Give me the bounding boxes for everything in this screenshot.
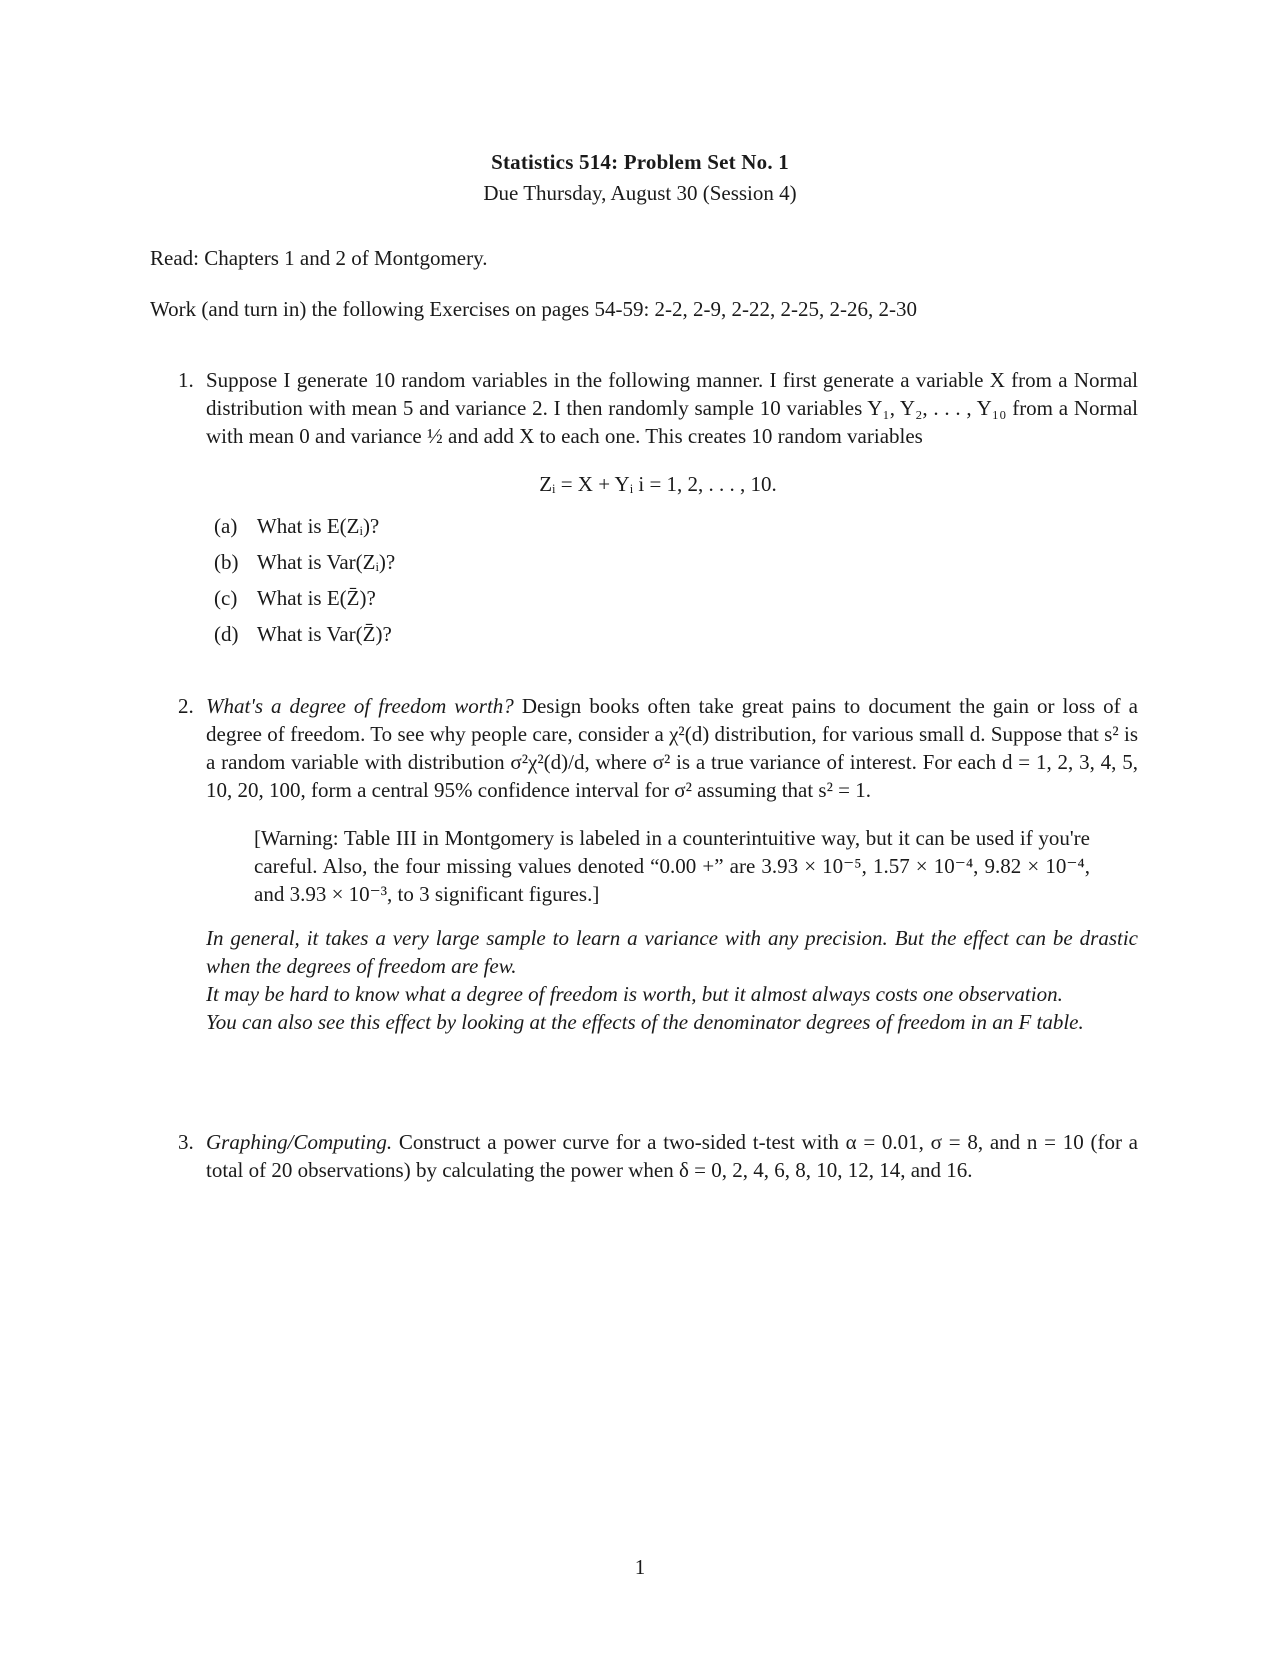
problem-1-text: Suppose I generate 10 random variables in the following manner. I first generate a variable X from a Normal distribution with mean 5 and variance 2. I then randomly sample 10 variables Y₁, Y₂, . . . , Y₁₀ from a Normal with mean 0 and variance ½ and add X to each one. This creates 10 random variables <box>206 368 1138 448</box>
problem-number: 2. <box>178 694 194 718</box>
due-date: Due Thursday, August 30 (Session 4) <box>483 181 797 205</box>
subquestion-text: What is E(Zᵢ)? <box>256 514 380 538</box>
page-number: 1 <box>634 1555 646 1579</box>
problem-number: 1. <box>178 368 194 392</box>
subquestion-b <box>214 548 1138 576</box>
problem-2-lead: What's a degree of freedom worth? <box>206 694 514 718</box>
italic-note-3: You can also see this effect by looking at the effects of the denominator degrees of freedom in an F table. <box>206 1010 1084 1034</box>
problem-2-body: Design books often take great pains to document the gain or loss of a degree of freedom. To see why people care, consider a χ²(d) distribution, for various small d. Suppose that s² is a random variable with distribution σ²χ²(d)/d, where σ² is a true variance of interest. For each d = 1, 2, 3, 4, 5, 10, 20, 100, form a central 95% confidence interval for σ² assuming that s² = 1. <box>206 694 1139 802</box>
subquestion-label: (b) <box>214 550 239 574</box>
subquestion-text: What is Var(Z̄)? <box>256 622 392 646</box>
problem-1 <box>178 366 1138 656</box>
subquestion-c <box>214 584 1138 612</box>
problem-3 <box>178 1128 1138 1184</box>
document-header <box>0 150 1280 206</box>
subquestion-label: (d) <box>214 622 239 646</box>
subquestion-label: (c) <box>214 586 238 610</box>
work-assignment: Work (and turn in) the following Exercises on pages 54-59: 2-2, 2-9, 2-22, 2-25, 2-26, 2-30 <box>150 297 917 321</box>
problem-3-text <box>206 1128 1138 1184</box>
problem-2 <box>178 692 1138 1036</box>
subquestion-a <box>214 512 1138 540</box>
italic-note-2: It may be hard to know what a degree of freedom is worth, but it almost always costs one observation. <box>206 982 1063 1006</box>
subquestion-d <box>214 620 1138 648</box>
subquestion-text: What is E(Z̄)? <box>256 586 376 610</box>
subquestion-list <box>214 512 1138 648</box>
problem-3-body: Construct a power curve for a two-sided t-test with α = 0.01, σ = 8, and n = 10 (for a total of 20 observations) by calculating the power when δ = 0, 2, 4, 6, 8, 10, 12, 14, and 16. <box>206 1130 1138 1182</box>
italic-note-1: In general, it takes a very large sample to learn a variance with any precision. But the effect can be drastic when the degrees of freedom are few. <box>206 926 1138 978</box>
problem-2-text <box>206 692 1138 804</box>
subquestion-text: What is Var(Zᵢ)? <box>256 550 396 574</box>
problem-3-lead: Graphing/Computing. <box>206 1130 393 1154</box>
subquestion-label: (a) <box>214 514 238 538</box>
problem-number: 3. <box>178 1130 194 1154</box>
warning-note: [Warning: Table III in Montgomery is labeled in a counterintuitive way, but it can be used if you're careful. Also, the four missing values denoted “0.00 +” are 3.93 × 10⁻⁵, 1.57 × 10⁻⁴, 9.82 × 10⁻⁴, and 3.93 × 10⁻³, to 3 significant figures.] <box>254 826 1090 906</box>
reading-assignment: Read: Chapters 1 and 2 of Montgomery. <box>150 246 488 270</box>
equation: Zᵢ = X + Yᵢ i = 1, 2, . . . , 10. <box>539 472 777 496</box>
document-title: Statistics 514: Problem Set No. 1 <box>491 150 789 174</box>
